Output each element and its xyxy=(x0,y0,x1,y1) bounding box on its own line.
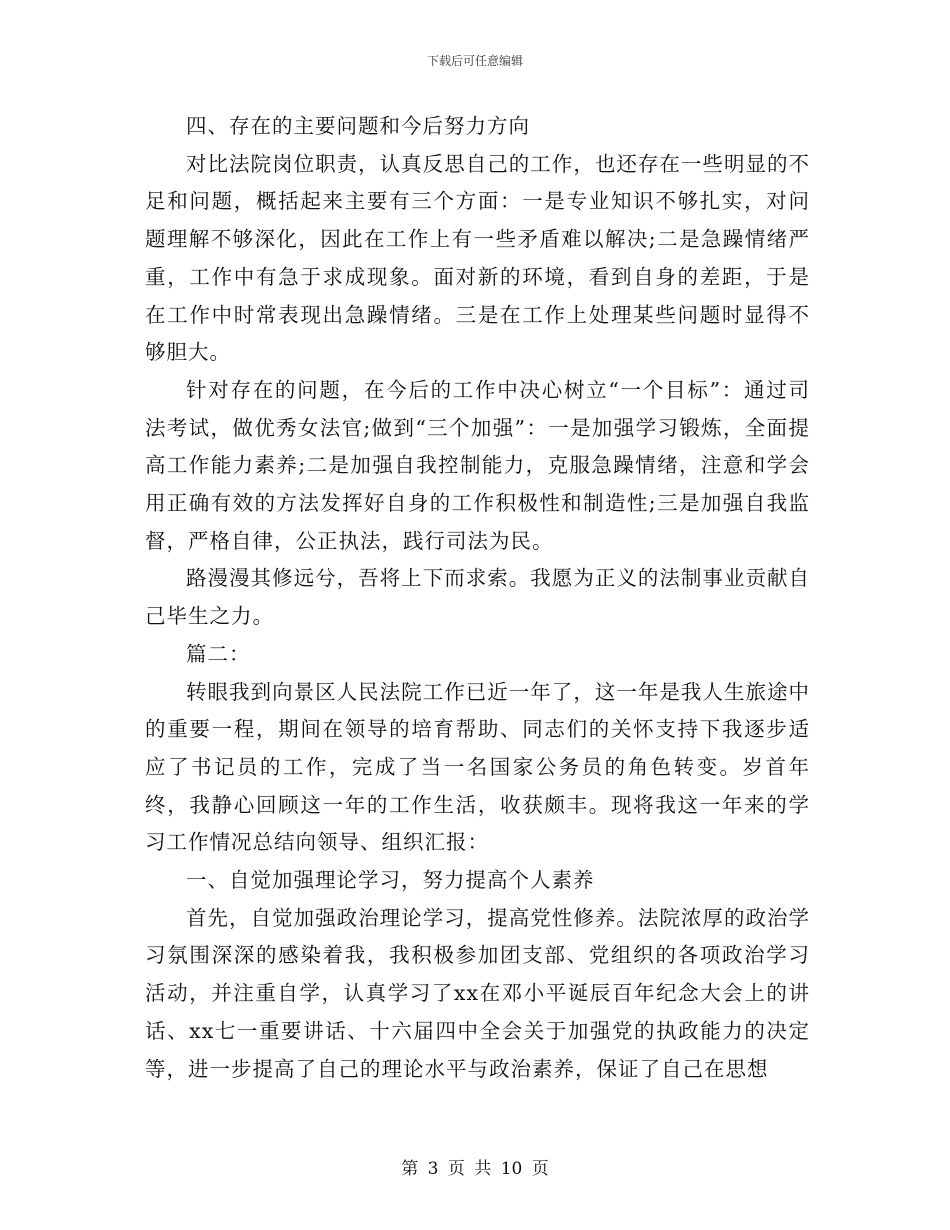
paragraph-shortcomings: 对比法院岗位职责，认真反思自己的工作，也还存在一些明显的不足和问题，概括起来主要有三个方面：一是专业知识不够扎实，对问题理解不够深化，因此在工作上有一些矛盾难以解决;二是急躁情绪严重，工作中有急于求成现象。面对新的环境，看到自身的差距，于是在工作中时常表现出急躁情绪。三是在工作上处理某些问题时显得不够胆大。 xyxy=(145,151,810,365)
paragraph-intro: 转眼我到向景区人民法院工作已近一年了，这一年是我人生旅途中的重要一程，期间在领导的培育帮助、同志们的关怀支持下我逐步适应了书记员的工作，完成了当一名国家公务员的角色转变。岁首年终，我静心回顾这一年的工作生活，收获颇丰。现将我这一年来的学习工作情况总结向领导、组织汇报： xyxy=(145,679,810,855)
section-heading-problems: 四、存在的主要问题和今后努力方向 xyxy=(186,114,530,138)
paragraph-political-study: 首先，自觉加强政治理论学习，提高党性修养。法院浓厚的政治学习氛围深深的感染着我，我积极参加团支部、党组织的各项政治学习活动，并注重自学，认真学习了xx在邓小平诞辰百年纪念大会上的讲话、xx七一重要讲话、十六届四中全会关于加强党的执政能力的决定等，进一步提高了自己的理论水平与政治素养，保证了自己在思想 xyxy=(145,905,810,1081)
section-heading-part-two: 篇二： xyxy=(186,641,251,666)
document-body xyxy=(145,108,810,1088)
paragraph-closing: 路漫漫其修远兮，吾将上下而求索。我愿为正义的法制事业贡献自己毕生之力。 xyxy=(145,566,810,629)
paragraph-improvement-plan: 针对存在的问题，在今后的工作中决心树立“一个目标”：通过司法考试，做优秀女法官;做到“三个加强”：一是加强学习锻炼，全面提高工作能力素养;二是加强自我控制能力，克服急躁情绪，注意和学会用正确有效的方法发挥好自身的工作积极性和制造性;三是加强自我监督，严格自律，公正执法，践行司法为民。 xyxy=(145,377,810,553)
page-header: 下载后可任意编辑 xyxy=(426,54,523,68)
page-number-footer: 第 3 页 共 10 页 xyxy=(401,1159,549,1179)
section-heading-theory-study: 一、自觉加强理论学习，努力提高个人素养 xyxy=(186,868,595,893)
